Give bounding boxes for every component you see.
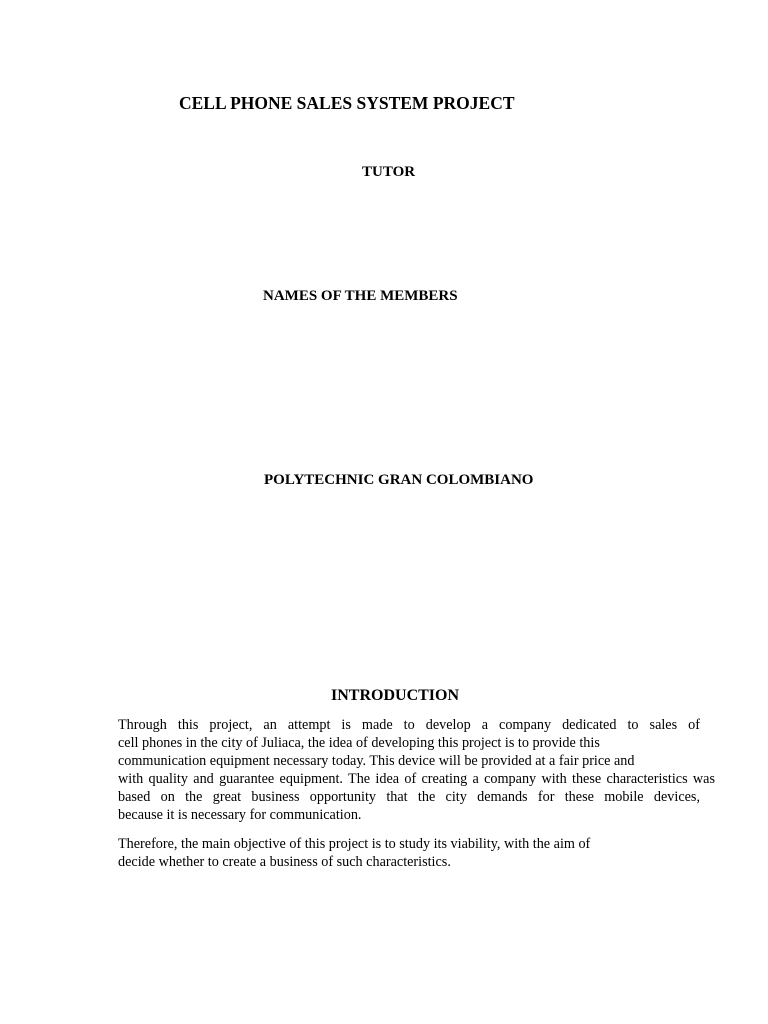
paragraph-line: cell phones in the city of Juliaca, the idea of developing this project is to provide this [118,735,600,751]
institution-name: POLYTECHNIC GRAN COLOMBIANO [264,472,534,488]
members-label: NAMES OF THE MEMBERS [263,288,458,304]
paragraph-line: communication equipment necessary today. This device will be provided at a fair price and [118,753,635,769]
paragraph-line: Through this project, an attempt is made to develop a company dedicated to sales of [118,717,700,733]
introduction-paragraph-2 [118,835,700,871]
introduction-paragraph-1 [118,716,715,824]
document-title: CELL PHONE SALES SYSTEM PROJECT [179,93,515,113]
paragraph-line: Therefore, the main objective of this project is to study its viability, with the aim of [118,836,591,852]
paragraph-line: decide whether to create a business of such characteristics. [118,854,451,870]
introduction-heading: INTRODUCTION [331,687,460,704]
paragraph-line: based on the great business opportunity that the city demands for these mobile devices, [118,789,700,805]
tutor-label: TUTOR [362,164,416,180]
paragraph-line: with quality and guarantee equipment. The idea of creating a company with these characteristics was [118,771,715,787]
paragraph-line: because it is necessary for communication. [118,807,362,823]
